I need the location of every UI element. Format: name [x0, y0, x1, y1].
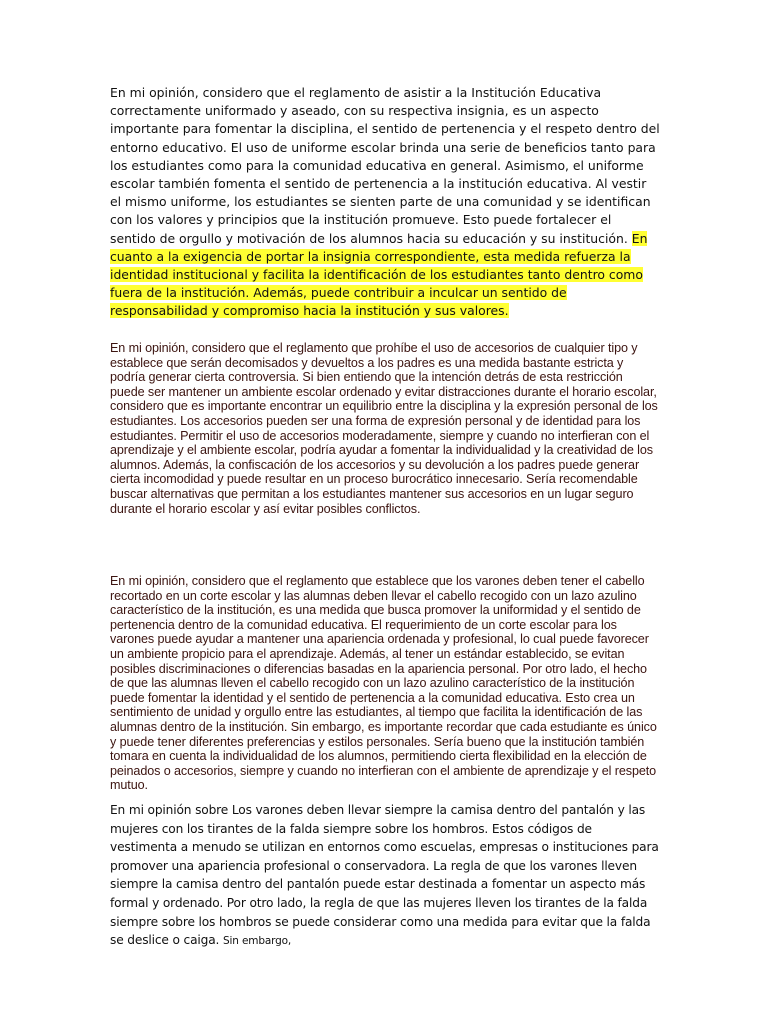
paragraph-accessories: En mi opinión, considero que el reglamento que prohíbe el uso de accesorios de cualquier tipo y establece que serán decomisados y devueltos a los padres es una medida bastante estricta y podría generar cierta controversia. Si bien entiendo que la intención detrás de esta restricción puede ser mantener un ambiente escolar ordenado y evitar distracciones durante el horario escolar, considero que es importante encontrar un equilibrio entre la disciplina y la expresión personal de los estudiantes. Los accesorios pueden ser una forma de expresión personal y de identidad para los estudiantes. Permitir el uso de accesorios moderadamente, siempre y cuando no interfieran con el aprendizaje y el ambiente escolar, podría ayudar a fomentar la individualidad y la creatividad de los alumnos. Además, la confiscación de los accesorios y su devolución a los padres puede generar cierta incomodidad y puede resultar en un proceso burocrático innecesario. Sería recomendable buscar alternativas que permitan a los estudiantes mantener sus accesorios en un lugar seguro durante el horario escolar y así evitar posibles conflictos.: [110, 341, 658, 516]
paragraph-dress-code-text: En mi opinión sobre Los varones deben llevar siempre la camisa dentro del pantalón y las mujeres con los tirantes de la falda siempre sobre los hombros. Estos códigos de vestimenta a menudo se utilizan en entornos como escuelas, empresas o instituciones para promover una apariencia profesional o conservadora. La regla de que los varones lleven siempre la camisa dentro del pantalón puede estar destinada a fomentar un aspecto más formal y ordenado. Por otro lado, la regla de que las mujeres lleven los tirantes de la falda siempre sobre los hombros se puede considerar como una medida para evitar que la falda se deslice o caiga.: [110, 803, 659, 948]
paragraph-haircut: En mi opinión, considero que el reglamento que establece que los varones deben tener el cabello recortado en un corte escolar y las alumnas deben llevar el cabello recogido con un lazo azulino característico de la institución, es una medida que busca promover la uniformidad y el sentido de pertenencia dentro de la comunidad educativa. El requerimiento de un corte escolar para los varones puede ayudar a mantener una apariencia ordenada y profesional, lo cual puede favorecer un ambiente propicio para el aprendizaje. Además, al tener un estándar establecido, se evitan posibles discriminaciones o diferencias basadas en la apariencia personal. Por otro lado, el hecho de que las alumnas lleven el cabello recogido con un lazo azulino característico de la institución puede fomentar la identidad y el sentido de pertenencia a la comunidad educativa. Esto crea un sentimiento de unidad y orgullo entre las estudiantes, al tiempo que facilita la identificación de las alumnas dentro de la institución. Sin embargo, es importante recordar que cada estudiante es único y puede tener diferentes preferencias y estilos personales. Sería bueno que la institución también tomara en cuenta la individualidad de los alumnos, permitiendo cierta flexibilidad en la elección de peinados o accesorios, siempre y cuando no interfieran con el ambiente de aprendizaje y el respeto mutuo.: [110, 574, 657, 793]
paragraph-uniform-text: En mi opinión, considero que el reglamento de asistir a la Institución Educativa correctamente uniformado y aseado, con su respectiva insignia, es un aspecto importante para fomentar la disciplina, el sentido de pertenencia y el respeto dentro del entorno educativo. El uso de uniforme escolar brinda una serie de beneficios tanto para los estudiantes como para la comunidad educativa en general. Asimismo, el uniforme escolar también fomenta el sentido de pertenencia a la institución educativa. Al vestir el mismo uniforme, los estudiantes se sienten parte de una comunidad y se identifican con los valores y principios que la institución promueve. Esto puede fortalecer el sentido de orgullo y motivación de los alumnos hacia su educación y su institución.: [110, 85, 660, 246]
highlighted-text: En cuanto a la exigencia de portar la insignia correspondiente, esta medida refuerza la identidad institucional y facilita la identificación de los estudiantes tanto dentro como fuera de la institución. Además, puede contribuir a inculcar un sentido de responsabilidad y compromiso hacia la institución y sus valores.: [110, 230, 648, 319]
paragraph-dress-code: [110, 801, 660, 951]
paragraph-dress-code-tail: Sin embargo,: [223, 935, 292, 948]
paragraph-uniform: [110, 84, 660, 321]
